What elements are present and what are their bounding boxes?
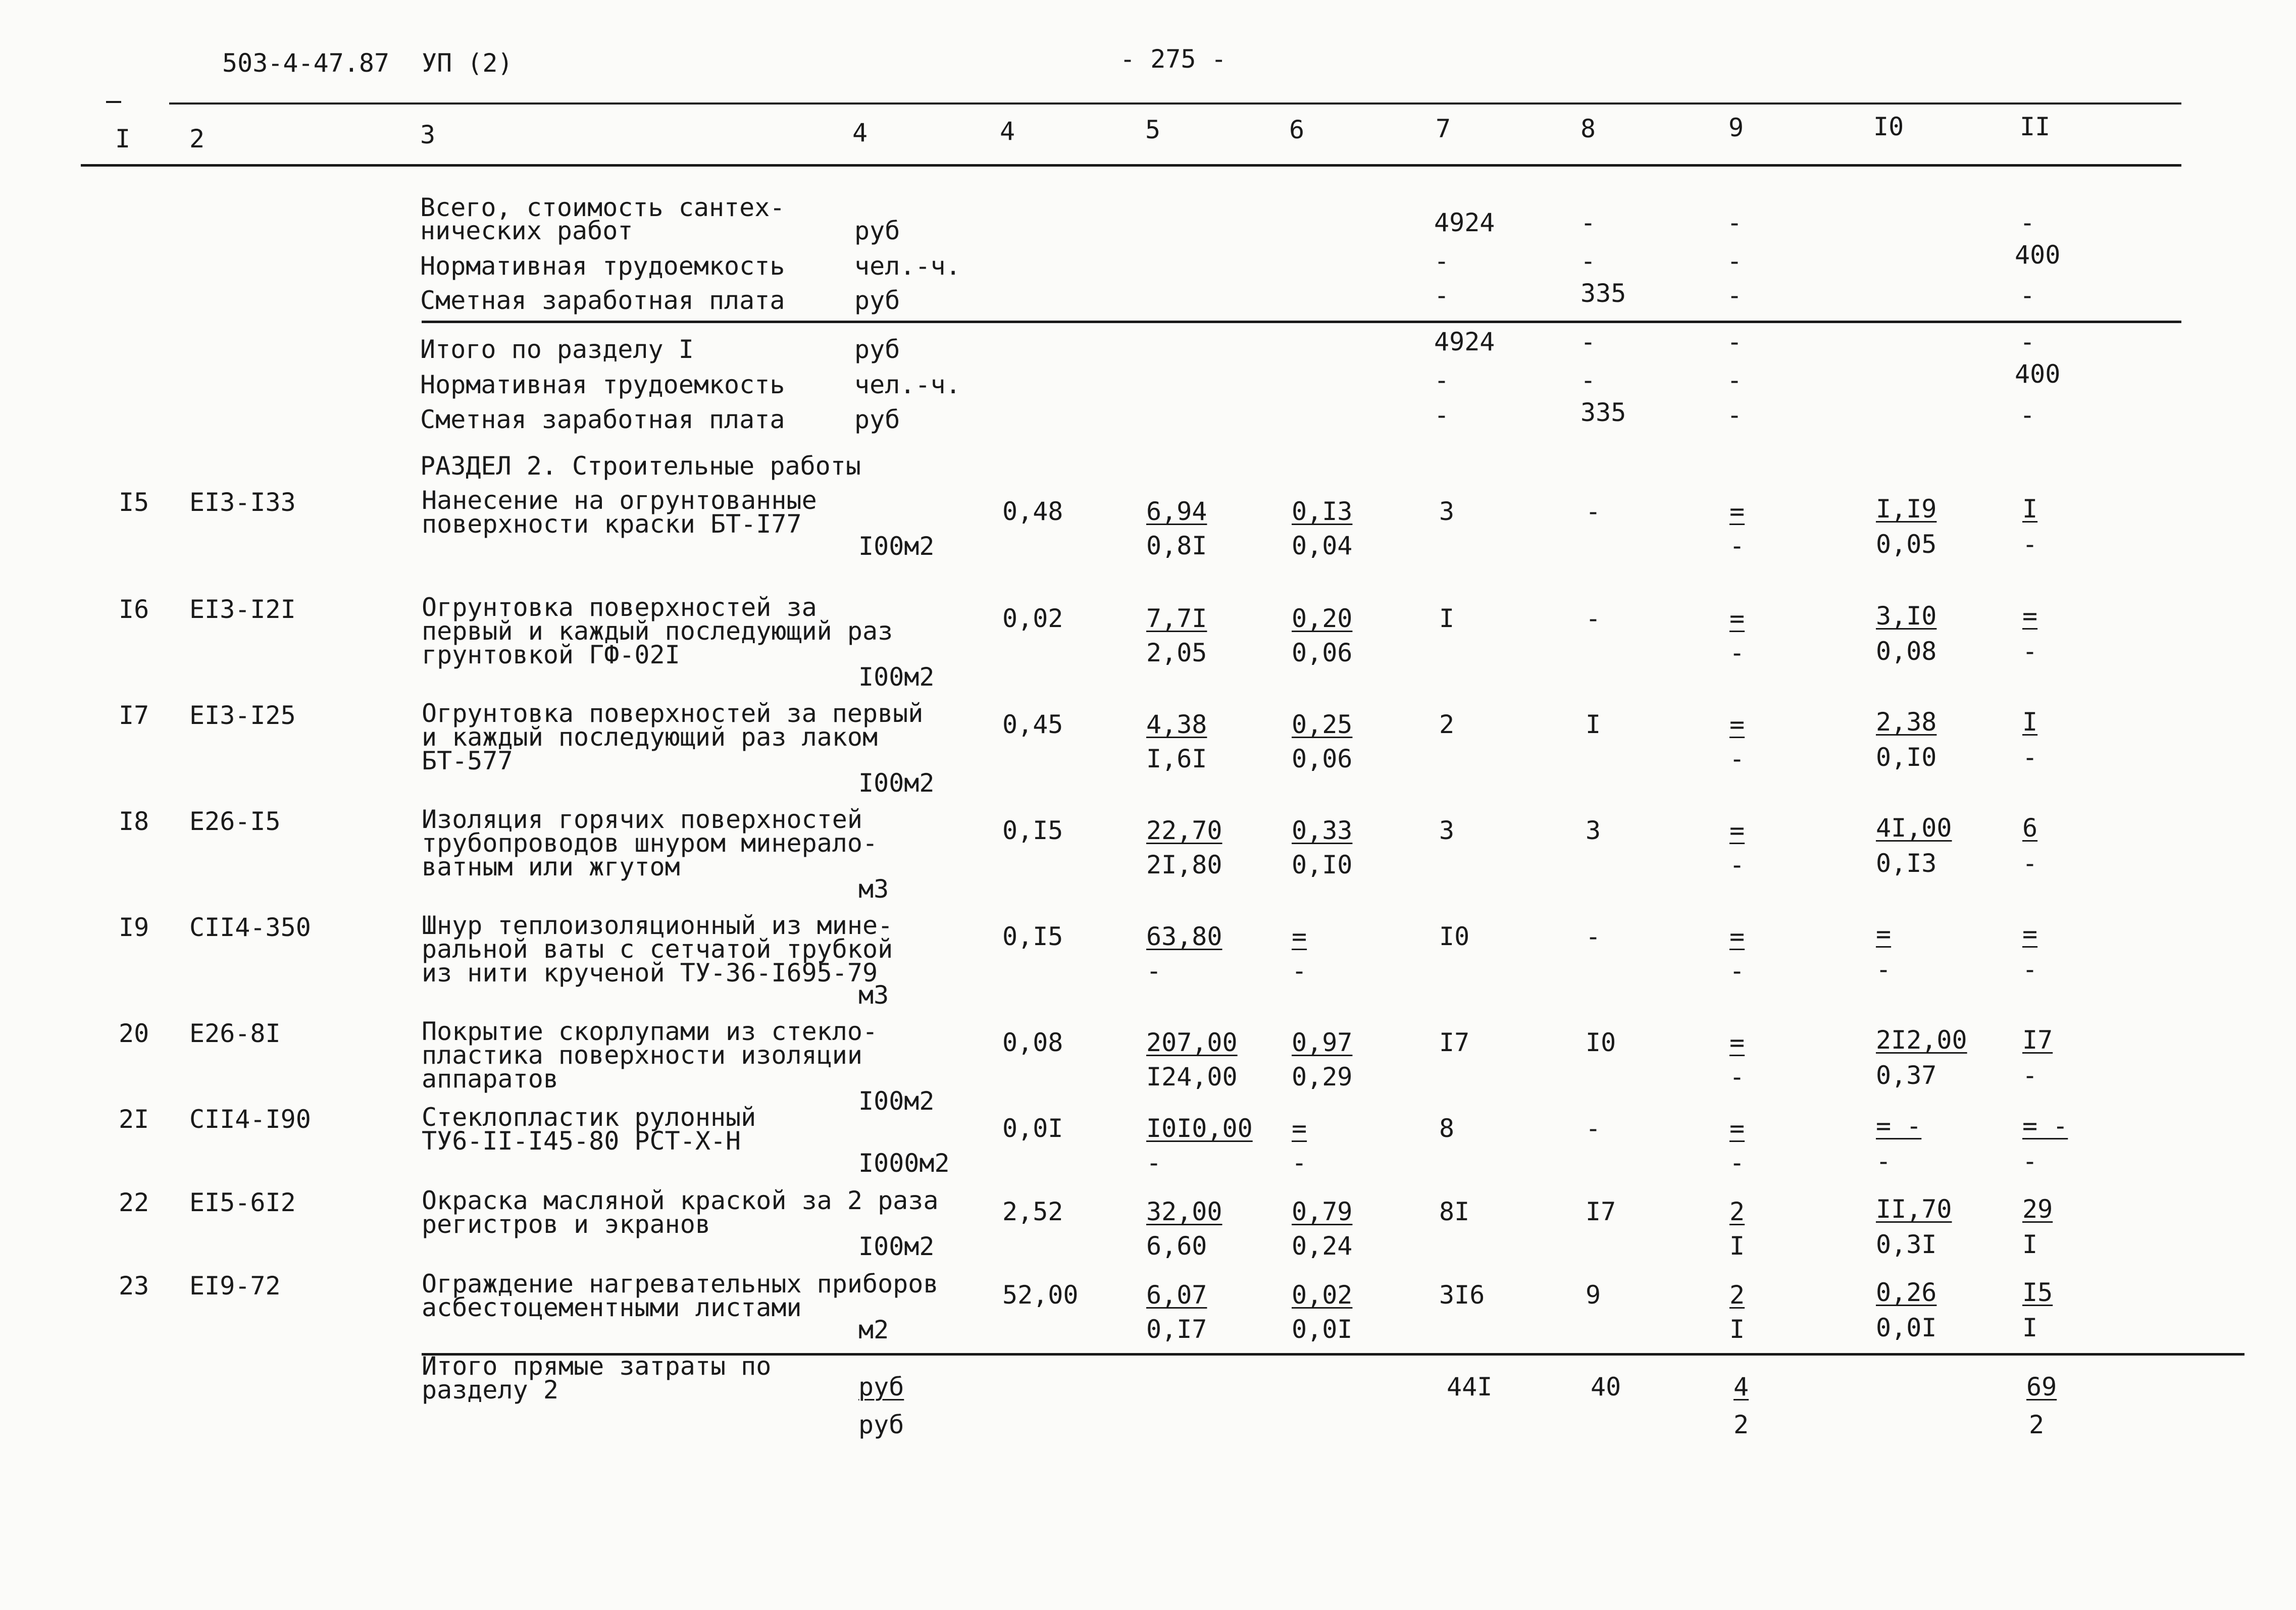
work-description-line: Окраска масляной краской за 2 раза — [422, 1186, 939, 1215]
unit-cost: 6,94 — [1146, 497, 1207, 526]
total-machine-wage: I — [1729, 1231, 1745, 1261]
labor-machinists: 0,37 — [1876, 1061, 1937, 1090]
work-description-line: ватным или жгутом — [422, 852, 680, 881]
rate-code: EI9-72 — [189, 1271, 281, 1301]
work-description-line: первый и каждый последующий раз — [422, 616, 893, 646]
final-c8: 40 — [1591, 1372, 1621, 1401]
unit-machine: = — [1292, 1114, 1307, 1143]
total-machine-wage: - — [1729, 1148, 1745, 1177]
labor-total-machinists: - — [2022, 743, 2038, 772]
quantity: 2,52 — [1002, 1197, 1063, 1226]
unit-cost: 6,07 — [1146, 1280, 1207, 1310]
unit-machine: = — [1292, 922, 1307, 951]
unit-machine-wage: 0,04 — [1292, 531, 1353, 560]
row-number: I9 — [119, 913, 149, 942]
total-machine: 2 — [1729, 1280, 1745, 1310]
quantity: 0,02 — [1002, 604, 1063, 633]
work-description-line: Нанесение на огрунтованные — [422, 486, 817, 515]
value-c11: - — [2020, 400, 2035, 430]
value-c7: - — [1434, 400, 1450, 430]
total-machine-wage: - — [1729, 638, 1745, 667]
value-c7: - — [1434, 281, 1450, 310]
value-c11: - — [2020, 208, 2035, 237]
unit-machine: 0,79 — [1292, 1197, 1353, 1226]
total-wage: 9 — [1586, 1280, 1601, 1310]
labor-total: = — [2022, 601, 2038, 631]
total-machine: = — [1729, 816, 1745, 845]
col-header-2: 2 — [189, 124, 205, 153]
value-c11: 400 — [2015, 240, 2061, 270]
total-machine-wage: - — [1729, 1062, 1745, 1092]
labor-total: = - — [2022, 1111, 2068, 1140]
labor-per-unit: = - — [1876, 1111, 1922, 1140]
labor-machinists: 0,I0 — [1876, 743, 1937, 772]
unit: м3 — [858, 874, 889, 904]
unit-cost: 63,80 — [1146, 922, 1222, 951]
labor-per-unit: 3,I0 — [1876, 601, 1937, 631]
col-header-9: 9 — [1728, 113, 1744, 142]
labor-total: I — [2022, 707, 2038, 737]
labor-total: 6 — [2022, 813, 2038, 843]
labor-per-unit: 4I,00 — [1876, 813, 1952, 843]
total-cost: I7 — [1439, 1028, 1470, 1057]
quantity: 0,48 — [1002, 497, 1063, 526]
work-description-line: пластика поверхности изоляции — [422, 1041, 862, 1070]
unit-cost-wage: I24,00 — [1146, 1062, 1238, 1092]
quantity: 0,I5 — [1002, 816, 1063, 845]
unit-cost-wage: - — [1146, 1148, 1162, 1177]
final-unit: руб — [858, 1410, 904, 1439]
work-description-line: Огрунтовка поверхностей за — [422, 593, 817, 622]
labor-total-machinists: - — [2022, 530, 2038, 559]
labor-per-unit: 0,26 — [1876, 1278, 1937, 1307]
work-description-line: Стеклопластик рулонный — [422, 1103, 756, 1132]
total-machine: = — [1729, 604, 1745, 633]
value-c8: 335 — [1580, 279, 1626, 308]
row-number: 23 — [119, 1271, 149, 1301]
total-cost: 3 — [1439, 816, 1455, 845]
quantity: 0,08 — [1002, 1028, 1063, 1057]
value-c8: 335 — [1580, 398, 1626, 427]
labor-total-machinists: I — [2022, 1313, 2038, 1342]
rate-code: EI3-I25 — [189, 701, 296, 730]
row-number: I5 — [119, 488, 149, 517]
work-description-line: Изоляция горячих поверхностей — [422, 805, 862, 834]
unit-machine-wage: 0,0I — [1292, 1315, 1353, 1344]
total-machine-wage: - — [1729, 744, 1745, 773]
section-2-title: РАЗДЕЛ 2. Строительные работы — [420, 451, 861, 481]
value-c9: - — [1727, 366, 1743, 395]
value-c11: - — [2020, 327, 2035, 356]
col-header-6: 6 — [1289, 115, 1305, 144]
header-top-rule — [169, 102, 2181, 105]
total-cost: I — [1439, 604, 1455, 633]
rate-code: EI3-I2I — [189, 595, 296, 624]
final-unit: руб — [858, 1372, 904, 1401]
unit: чел.-ч. — [854, 370, 961, 399]
final-c9b: 2 — [1733, 1410, 1749, 1439]
unit: руб — [854, 335, 900, 364]
total-wage: I7 — [1586, 1197, 1616, 1226]
unit: I00м2 — [858, 768, 935, 798]
rate-code: E26-8I — [189, 1019, 281, 1048]
rate-code: EI3-I33 — [189, 488, 296, 517]
unit: м2 — [858, 1315, 889, 1344]
unit: I00м2 — [858, 1232, 935, 1261]
total-machine: = — [1729, 922, 1745, 951]
work-description-line: из нити крученой ТУ-36-I695-79 — [422, 958, 878, 988]
row-number: 20 — [119, 1019, 149, 1048]
work-description-line: Огрунтовка поверхностей за первый — [422, 699, 924, 728]
total-machine: 2 — [1729, 1197, 1745, 1226]
col-header-11: II — [2020, 112, 2051, 141]
work-description-line: ральной ваты с сетчатой трубкой — [422, 934, 893, 964]
value-c8: - — [1580, 327, 1596, 356]
value-c9: - — [1727, 246, 1743, 276]
value-c8: - — [1580, 246, 1596, 276]
total-wage: - — [1586, 922, 1601, 951]
unit-machine-wage: - — [1292, 956, 1307, 985]
labor-per-unit: I,I9 — [1876, 494, 1937, 524]
unit: чел.-ч. — [854, 251, 961, 281]
unit-cost: 32,00 — [1146, 1197, 1222, 1226]
final-c7: 44I — [1447, 1372, 1493, 1401]
unit-machine-wage: 0,29 — [1292, 1062, 1353, 1092]
labor-total-machinists: - — [2022, 955, 2038, 984]
unit: руб — [854, 286, 900, 315]
work-description-line: аппаратов — [422, 1064, 558, 1094]
work-description-line: Покрытие скорлупами из стекло- — [422, 1017, 878, 1046]
value-c7: - — [1434, 246, 1450, 276]
total-cost: 3I6 — [1439, 1280, 1485, 1310]
total-machine: = — [1729, 497, 1745, 526]
summary-divider — [422, 321, 2181, 323]
unit-cost-wage: 2,05 — [1146, 638, 1207, 667]
unit-cost-wage: - — [1146, 956, 1162, 985]
value-c9: - — [1727, 281, 1743, 310]
work-description-line: грунтовкой ГФ-02I — [422, 640, 680, 669]
value-c7: 4924 — [1434, 327, 1495, 356]
labor-machinists: 0,05 — [1876, 530, 1937, 559]
total-machine-wage: I — [1729, 1315, 1745, 1344]
total-wage: I — [1586, 710, 1601, 739]
labor-machinists: 0,I3 — [1876, 849, 1937, 878]
labor-total: I7 — [2022, 1025, 2053, 1055]
labor-machinists: 0,0I — [1876, 1313, 1937, 1342]
unit: I000м2 — [858, 1149, 950, 1178]
total-wage: 3 — [1586, 816, 1601, 845]
unit: I00м2 — [858, 532, 935, 561]
unit-machine: 0,20 — [1292, 604, 1353, 633]
total-machine: = — [1729, 1028, 1745, 1057]
labor-per-unit: 2,38 — [1876, 707, 1937, 737]
unit-machine-wage: - — [1292, 1148, 1307, 1177]
unit-cost-wage: 2I,80 — [1146, 850, 1222, 879]
col-header-4a: 4 — [852, 118, 868, 147]
value-c9: - — [1727, 400, 1743, 430]
unit-machine: 0,33 — [1292, 816, 1353, 845]
total-wage: - — [1586, 1114, 1601, 1143]
value-c7: 4924 — [1434, 208, 1495, 237]
total-machine-wage: - — [1729, 850, 1745, 879]
unit-machine-wage: 0,06 — [1292, 744, 1353, 773]
work-description-line: Ограждение нагревательных приборов — [422, 1269, 939, 1299]
col-header-10: I0 — [1873, 112, 1904, 141]
labor-machinists: 0,3I — [1876, 1230, 1937, 1259]
labor-total: = — [2022, 919, 2038, 949]
labor-machinists: - — [1876, 955, 1892, 984]
labor-total: I5 — [2022, 1278, 2053, 1307]
final-label-line: Итого прямые затраты по — [422, 1352, 772, 1381]
row-number: I7 — [119, 701, 149, 730]
rate-code: E26-I5 — [189, 807, 281, 836]
unit-cost: 207,00 — [1146, 1028, 1238, 1057]
col-header-5: 5 — [1145, 115, 1161, 144]
unit-cost: 22,70 — [1146, 816, 1222, 845]
work-description-line: ТУ6-II-I45-80 РСТ-Х-Н — [422, 1126, 741, 1156]
col-header-8: 8 — [1580, 114, 1596, 143]
labor-total-machinists: - — [2022, 1147, 2038, 1176]
summary-label: Сметная заработная плата — [420, 286, 785, 315]
unit: руб — [854, 216, 900, 245]
col-header-4b: 4 — [1000, 117, 1015, 146]
unit-cost-wage: I,6I — [1146, 744, 1207, 773]
labor-total-machinists: - — [2022, 637, 2038, 666]
header-bottom-rule — [81, 164, 2181, 167]
total-cost: 8 — [1439, 1114, 1455, 1143]
labor-per-unit: 2I2,00 — [1876, 1025, 1967, 1055]
work-description-line: регистров и экранов — [422, 1210, 710, 1239]
unit-machine-wage: 0,I0 — [1292, 850, 1353, 879]
unit-machine: 0,97 — [1292, 1028, 1353, 1057]
total-cost: I0 — [1439, 922, 1470, 951]
value-c8: - — [1580, 208, 1596, 237]
total-cost: 3 — [1439, 497, 1455, 526]
col-header-3: 3 — [420, 120, 436, 149]
col-header-1: I — [115, 124, 131, 153]
row-number: I6 — [119, 595, 149, 624]
work-description-line: и каждый последующий раз лаком — [422, 722, 878, 752]
total-wage: I0 — [1586, 1028, 1616, 1057]
summary-label: Итого по разделу I — [420, 335, 694, 364]
col-header-7: 7 — [1436, 114, 1451, 143]
total-machine: = — [1729, 710, 1745, 739]
rate-code: CII4-350 — [189, 913, 311, 942]
unit-machine: 0,02 — [1292, 1280, 1353, 1310]
work-description-line: БТ-577 — [422, 746, 513, 775]
unit-cost-wage: 0,I7 — [1146, 1315, 1207, 1344]
unit-machine: 0,I3 — [1292, 497, 1353, 526]
total-machine-wage: - — [1729, 956, 1745, 985]
labor-per-unit: = — [1876, 919, 1892, 949]
row-number: I8 — [119, 807, 149, 836]
unit-cost: I0I0,00 — [1146, 1114, 1253, 1143]
unit-machine-wage: 0,06 — [1292, 638, 1353, 667]
album-number: УП (2) — [422, 48, 513, 78]
rate-code: EI5-6I2 — [189, 1188, 296, 1217]
work-description-line: асбестоцементными листами — [422, 1293, 802, 1322]
labor-total-machinists: - — [2022, 849, 2038, 878]
quantity: 0,45 — [1002, 710, 1063, 739]
document-code: 503-4-47.87 — [222, 48, 390, 78]
unit-cost-wage: 0,8I — [1146, 531, 1207, 560]
total-cost: 8I — [1439, 1197, 1470, 1226]
labor-total-machinists: - — [2022, 1061, 2038, 1090]
labor-machinists: 0,08 — [1876, 637, 1937, 666]
summary-label: нических работ — [420, 216, 633, 245]
summary-label: Нормативная трудоемкость — [420, 251, 785, 281]
unit-machine: 0,25 — [1292, 710, 1353, 739]
value-c8: - — [1580, 366, 1596, 395]
row-number: 2I — [119, 1105, 149, 1134]
quantity: 0,0I — [1002, 1114, 1063, 1143]
row-number: 22 — [119, 1188, 149, 1217]
labor-total: 29 — [2022, 1194, 2053, 1224]
total-machine-wage: - — [1729, 531, 1745, 560]
unit-machine-wage: 0,24 — [1292, 1231, 1353, 1261]
unit: I00м2 — [858, 1086, 935, 1116]
value-c9: - — [1727, 208, 1743, 237]
final-c9a: 4 — [1733, 1372, 1749, 1401]
quantity: 0,I5 — [1002, 922, 1063, 951]
summary-label: Всего, стоимость сантех- — [420, 193, 785, 222]
work-description-line: Шнур теплоизоляционный из мине- — [422, 911, 893, 940]
total-cost: 2 — [1439, 710, 1455, 739]
unit: м3 — [858, 980, 889, 1010]
unit: руб — [854, 405, 900, 434]
labor-machinists: - — [1876, 1147, 1892, 1176]
total-machine: = — [1729, 1114, 1745, 1143]
rate-code: CII4-I90 — [189, 1105, 311, 1134]
quantity: 52,00 — [1002, 1280, 1079, 1310]
value-c11: - — [2020, 281, 2035, 310]
summary-label: Сметная заработная плата — [420, 405, 785, 434]
value-c7: - — [1434, 366, 1450, 395]
final-c11a: 69 — [2026, 1372, 2057, 1401]
summary-label: Нормативная трудоемкость — [420, 370, 785, 399]
labor-total: I — [2022, 494, 2038, 524]
unit-cost: 7,7I — [1146, 604, 1207, 633]
final-label-line: разделу 2 — [422, 1375, 558, 1405]
total-wage: - — [1586, 604, 1601, 633]
unit-cost-wage: 6,60 — [1146, 1231, 1207, 1261]
labor-total-machinists: I — [2022, 1230, 2038, 1259]
work-description-line: поверхности краски БТ-I77 — [422, 509, 802, 539]
page-number: - 275 - — [1120, 44, 1227, 74]
header-rule-stub — [106, 101, 121, 103]
labor-per-unit: II,70 — [1876, 1194, 1952, 1224]
total-wage: - — [1586, 497, 1601, 526]
unit-cost: 4,38 — [1146, 710, 1207, 739]
work-description-line: трубопроводов шнуром минерало- — [422, 828, 878, 858]
value-c11: 400 — [2015, 359, 2061, 389]
final-c11b: 2 — [2029, 1410, 2045, 1439]
unit: I00м2 — [858, 662, 935, 692]
value-c9: - — [1727, 327, 1743, 356]
